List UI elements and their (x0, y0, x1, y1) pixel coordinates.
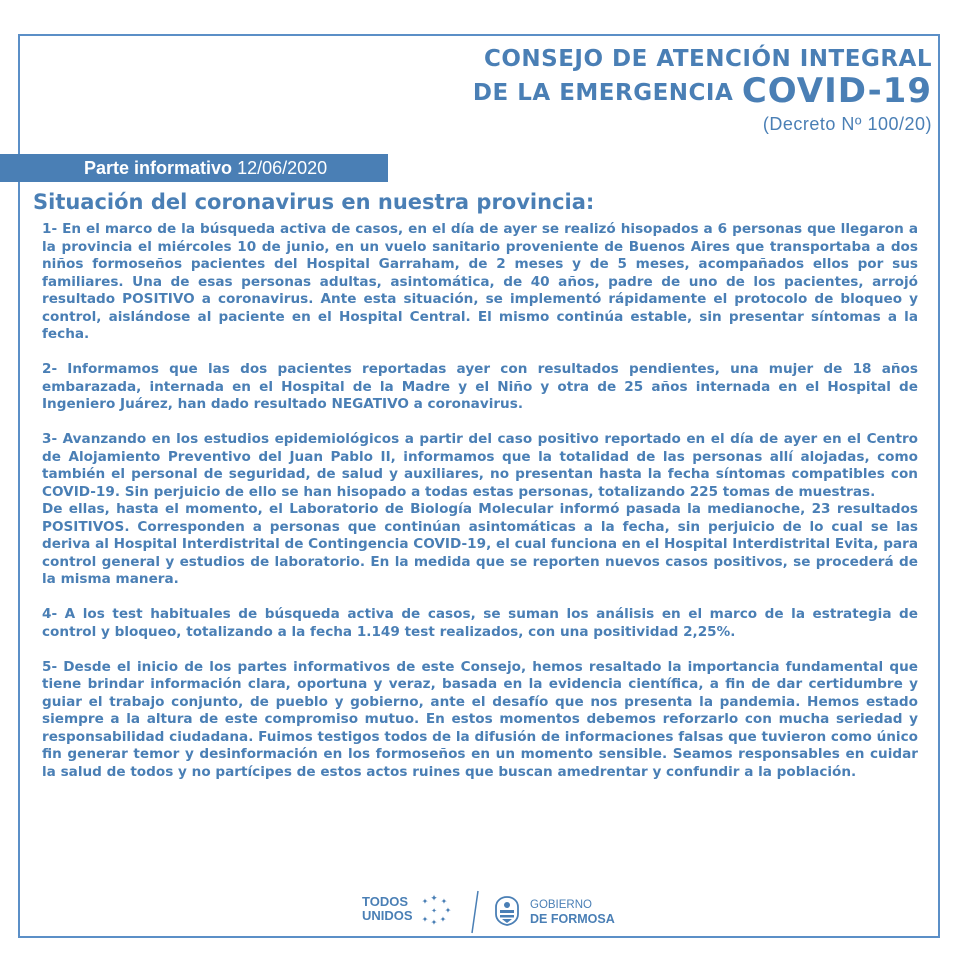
banner-date: 12/06/2020 (237, 158, 328, 178)
unidos-text: UNIDOS (362, 908, 413, 923)
svg-text:✦: ✦ (431, 908, 437, 915)
header-title-line1: CONSEJO DE ATENCIÓN INTEGRAL (483, 46, 932, 72)
svg-text:✦: ✦ (430, 918, 438, 926)
svg-text:✦: ✦ (444, 906, 452, 915)
svg-text:✦: ✦ (440, 897, 448, 906)
header-title-prefix: DE LA EMERGENCIA (472, 80, 734, 106)
paragraph-3-continued: De ellas, hasta el momento, el Laboratorio de Biología Molecular informó pasada la medianoche, 23 resultados POSITIVOS. Corresponden a personas que continúan asintomáticas a la fecha, sin perjuicio de lo cual se las deriva al Hospital Interdistrital de Contingencia COVID-19, el cual funciona en el Hospital Interdistrital Evita, para control general y estudios de laboratorio. En la medida que se reporten nuevos casos positivos, se procederá de la misma manera. (42, 501, 919, 587)
header-title-line2 (472, 71, 932, 111)
paragraph-5: 5- Desde el inicio de los partes informativos de este Consejo, hemos resaltado la importancia fundamental que tiene brindar información clara, oportuna y veraz, basada en la evidencia científica, a fin de dar certidumbre y guiar el trabajo conjunto, de pueblo y gobierno, ante el desafío que nos presenta la pandemia. Hemos estado siempre a la altura de este compromiso mutuo. En estos momentos debemos reforzarlo con mucha seriedad y responsabilidad ciudadana. Fuimos testigos todos de la difusión de informaciones falsas que tuvieron como único fin generar temor y desinformación en los formoseños en un momento sensible. Seamos responsables en cuidar la salud de todos y no partícipes de estos actos ruines que buscan amedrentar y confundir a la población. (42, 658, 918, 780)
paragraph-3: 3- Avanzando en los estudios epidemiológicos a partir del caso positivo reportado en el día de ayer en el Centro de Alojamiento Preventivo del Juan Pablo II, informamos que la totalidad de las personas allí alojadas, como también el personal de seguridad, de salud y auxiliares, no presentan hasta la fecha síntomas compatibles con COVID-19. Sin perjuicio de ello se han hisopado a todas estas personas, totalizando 225 tomas de muestras. (42, 431, 918, 500)
footer-divider (470, 890, 480, 934)
banner-label: Parte informativo (84, 158, 233, 178)
formosa-shield-icon (494, 896, 520, 926)
svg-text:✦: ✦ (439, 915, 447, 924)
header-title-covid: COVID-19 (741, 71, 932, 111)
header-decree: (Decreto Nº 100/20) (762, 114, 932, 134)
section-subtitle: Situación del coronavirus en nuestra provincia: (33, 190, 595, 214)
gobierno-formosa-logo (530, 898, 615, 926)
svg-text:✦: ✦ (421, 897, 429, 906)
header (473, 44, 932, 136)
report-banner (0, 154, 388, 182)
paragraph-4: 4- A los test habituales de búsqueda activa de casos, se suman los análisis en el marco de la estrategia de control y bloqueo, totalizando a la fecha 1.149 test realizados, con una positividad 2,25%. (42, 606, 918, 640)
formosa-text: DE FORMOSA (530, 912, 615, 926)
todos-text: TODOS (362, 894, 408, 909)
svg-text:✦: ✦ (421, 915, 429, 924)
paragraph-1: 1- En el marco de la búsqueda activa de casos, en el día de ayer se realizó hisopados a 6 personas que llegaron a la provincia el miércoles 10 de junio, en un vuelo sanitario proveniente de Buenos Aires que transportaba a dos niños formoseños pacientes del Hospital Garraham, de 2 meses y de 5 meses, acompañados ellos por sus familiares. Una de esas personas adultas, asintomática, de 40 años, padre de uno de los pacientes, arrojó resultado POSITIVO a coronavirus. Ante esta situación, se implementó rápidamente el protocolo de bloqueo y control, aislándose al paciente en el Hospital Central. El mismo continúa estable, sin presentar síntomas a la fecha. (42, 221, 918, 342)
svg-text:✦: ✦ (430, 893, 438, 903)
stars-circle-icon (416, 892, 452, 926)
todos-unidos-logo (362, 895, 413, 923)
footer (0, 888, 960, 938)
gobierno-text: GOBIERNO (530, 899, 592, 911)
paragraph-2: 2- Informamos que las dos pacientes reportadas ayer con resultados pendientes, una mujer de 18 años embarazada, internada en el Hospital de la Madre y el Niño y otra de 25 años internada en el Hospital de Ingeniero Juárez, han dado resultado NEGATIVO a coronavirus. (42, 361, 918, 412)
report-body (42, 221, 918, 799)
